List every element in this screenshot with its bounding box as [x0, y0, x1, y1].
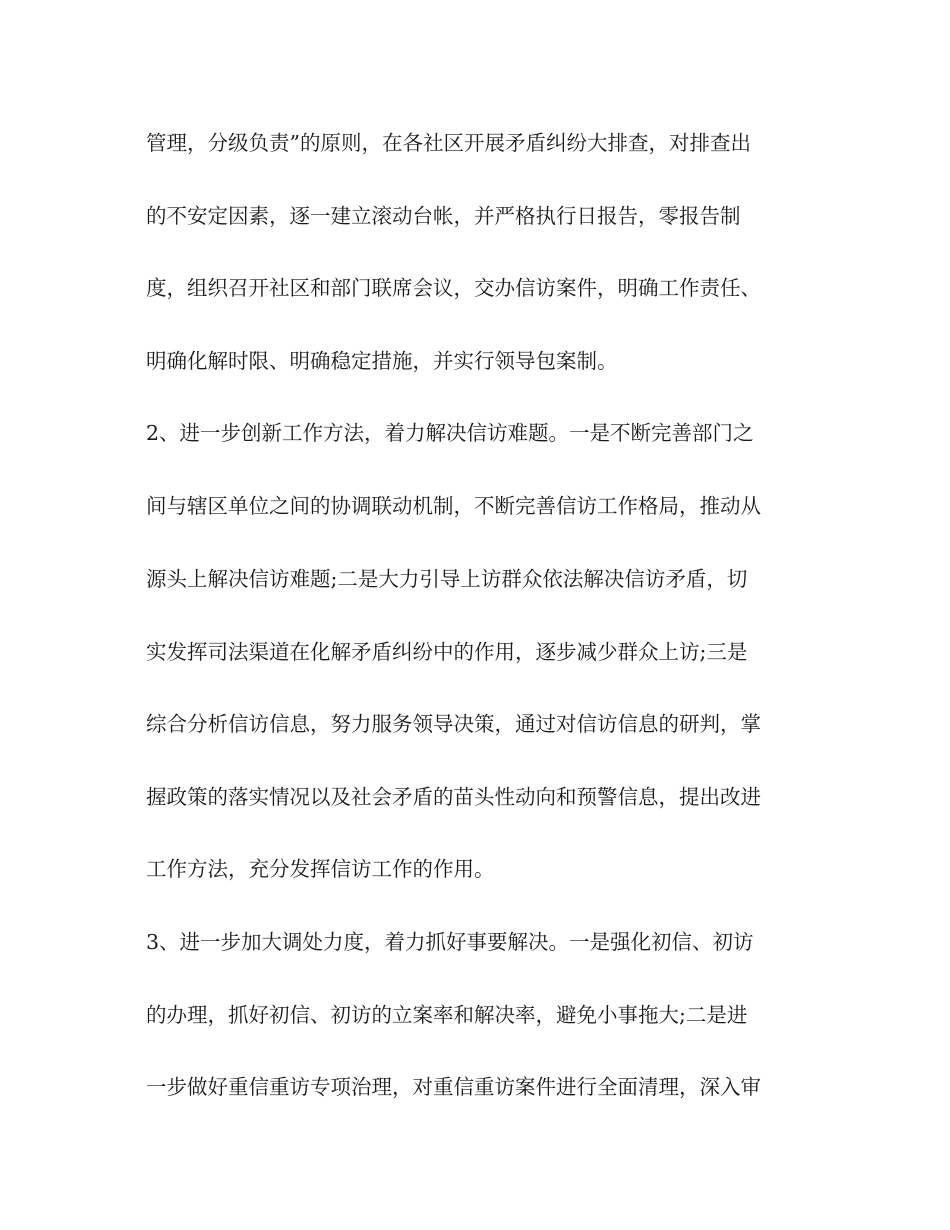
text-line-8: 实发挥司法渠道在化解矛盾纠纷中的作用，逐步减少群众上访;三是: [146, 640, 748, 664]
text-line-10: 握政策的落实情况以及社会矛盾的苗头性动向和预警信息，提出改进: [146, 785, 761, 809]
text-line-2: 的不安定因素，逐一建立滚动台帐，并严格执行日报告，零报告制: [146, 204, 741, 228]
text-line-1: 管理，分级负责”的原则，在各社区开展矛盾纠纷大排查，对排查出: [146, 131, 751, 155]
text-line-6: 间与辖区单位之间的协调联动机制，不断完善信访工作格局，推动从: [146, 494, 761, 518]
text-line-12: 3、进一步加大调处力度，着力抓好事要解决。一是强化初信、初访: [146, 930, 754, 954]
text-line-13: 的办理，抓好初信、初访的立案率和解决率，避免小事拖大;二是进: [146, 1003, 748, 1027]
text-line-3: 度，组织召开社区和部门联席会议，交办信访案件，明确工作责任、: [146, 276, 761, 300]
text-line-7: 源头上解决信访难题;二是大力引导上访群众依法解决信访矛盾，切: [146, 567, 748, 591]
text-line-5: 2、进一步创新工作方法，着力解决信访难题。一是不断完善部门之: [146, 421, 754, 445]
text-line-14: 一步做好重信重访专项治理，对重信重访案件进行全面清理，深入审: [146, 1075, 761, 1099]
text-line-9: 综合分析信访信息，努力服务领导决策，通过对信访信息的研判，掌: [146, 712, 761, 736]
text-line-4: 明确化解时限、明确稳定措施，并实行领导包案制。: [146, 349, 618, 373]
text-line-11: 工作方法，充分发挥信访工作的作用。: [146, 857, 495, 881]
